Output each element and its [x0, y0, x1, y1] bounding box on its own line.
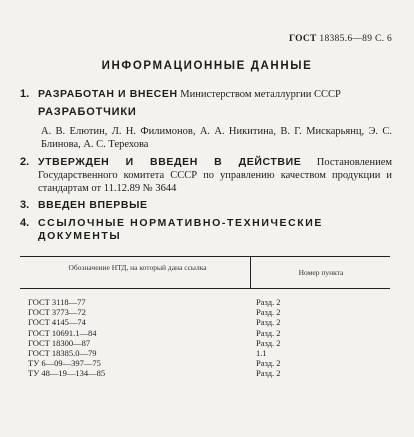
- section-2-number: 2.: [20, 156, 30, 168]
- section-2-text: Постановлением Государственного комитета СССР по управлению качеством продукции и стандартам от 11.12.89 № 3644: [38, 157, 392, 194]
- section-3-heading: ВВЕДЕН ВПЕРВЫЕ: [38, 199, 148, 211]
- section-4: [20, 217, 392, 243]
- table-cell-document: ГОСТ 3118—77: [28, 297, 86, 307]
- table-cell-item: Разд. 2: [256, 297, 281, 307]
- section-1-heading: РАЗРАБОТАН И ВНЕСЕН: [38, 88, 178, 100]
- table-cell-document: ГОСТ 10691.1—84: [28, 327, 97, 338]
- section-4-number: 4.: [20, 217, 30, 229]
- table-row: [28, 348, 388, 358]
- table-cell-document: ГОСТ 18300—87: [28, 337, 91, 348]
- section-2: [20, 156, 392, 195]
- table-row: [28, 307, 388, 317]
- header-gost: ГОСТ: [288, 34, 317, 44]
- developers-heading: РАЗРАБОТЧИКИ: [38, 106, 137, 118]
- table-row: [28, 297, 388, 307]
- table-row: [28, 358, 388, 368]
- section-1-number: 1.: [20, 88, 30, 100]
- table-cell-document: ГОСТ 3773—72: [28, 307, 86, 318]
- header-code: 18385.6—89: [319, 34, 373, 44]
- table-cell-item: Разд. 2: [256, 327, 281, 338]
- table-cell-document: ГОСТ 4145—74: [28, 317, 86, 328]
- table-cell-item: Разд. 2: [256, 337, 281, 348]
- section-4-heading: ССЫЛОЧНЫЕ НОРМАТИВНО-ТЕХНИЧЕСКИЕ ДОКУМЕНТЫ: [38, 217, 324, 242]
- table-cell-item: Разд. 2: [256, 307, 281, 318]
- table-cell-document: ТУ 48—19—134—85: [28, 368, 106, 379]
- table-header-rule: [20, 288, 390, 289]
- document-title: ИНФОРМАЦИОННЫЕ ДАННЫЕ: [101, 60, 313, 72]
- section-1: [20, 88, 392, 101]
- table-row: [28, 328, 388, 338]
- section-3: [20, 199, 392, 212]
- section-1-text: Министерством металлургии СССР: [180, 89, 341, 100]
- developers-list: А. В. Елютин, Л. Н. Филимонов, А. А. Никитина, В. Г. Мискарьянц, Э. С. Блинова, А. С. Терехова: [41, 126, 392, 150]
- table-cell-document: ГОСТ 18385.0—79: [28, 348, 97, 359]
- table-body: [28, 297, 388, 379]
- page-header: [289, 34, 392, 44]
- table-row: [28, 317, 388, 327]
- table-header-document: Обозначение НТД, на который дана ссылка: [68, 263, 207, 272]
- table-cell-item: 1.1: [256, 348, 267, 359]
- section-2-heading: УТВЕРЖДЕН И ВВЕДЕН В ДЕЙСТВИЕ: [38, 156, 302, 168]
- table-cell-item: Разд. 2: [256, 358, 281, 369]
- table-cell-item: Разд. 2: [256, 368, 281, 379]
- table-cell-item: Разд. 2: [256, 317, 281, 328]
- table-top-rule: [20, 256, 390, 257]
- table-row: [28, 368, 388, 378]
- table-cell-document: ТУ 6—09—397—75: [28, 358, 101, 369]
- table-row: [28, 338, 388, 348]
- section-3-number: 3.: [20, 199, 30, 211]
- table-header-item: Номер пункта: [298, 268, 344, 277]
- table-column-divider: [250, 256, 251, 288]
- header-page: С. 6: [374, 34, 392, 44]
